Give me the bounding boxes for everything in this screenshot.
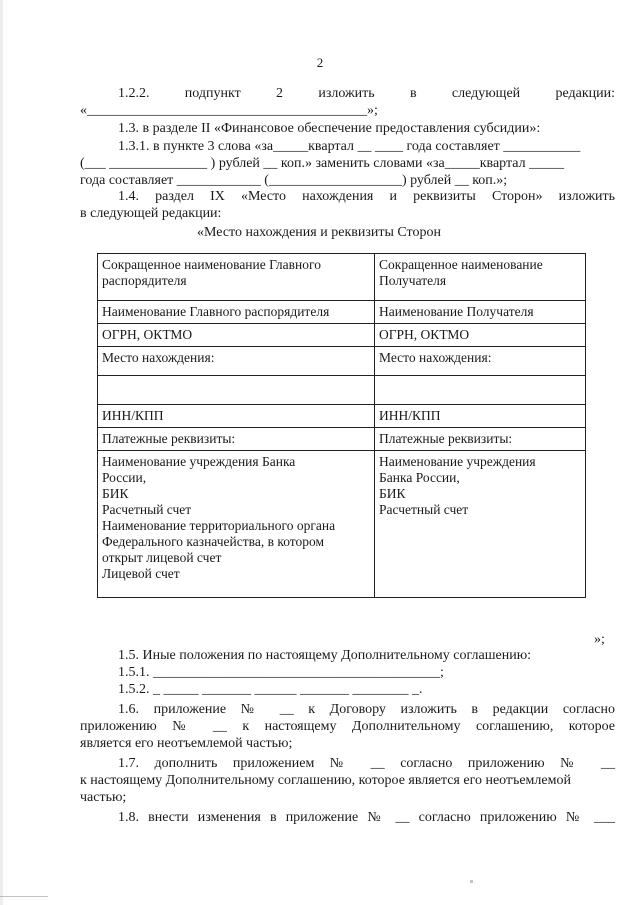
- table-cell: [98, 376, 375, 405]
- table-row: [98, 376, 586, 405]
- paragraph-1-7-line1: 1.7. дополнить приложением № __ согласно приложению № __: [118, 756, 615, 771]
- scan-mark: [470, 880, 473, 883]
- table-row: [98, 254, 586, 301]
- requisites-table: [97, 253, 586, 598]
- table-cell: ИНН/КПП: [98, 405, 375, 428]
- paragraph-1-6-line2: приложению № __ к настоящему Дополнительному соглашению, которое: [80, 719, 615, 734]
- paragraph-1-5-1: 1.5.1. _________________________________________;: [118, 665, 444, 680]
- paragraph-1-3-1-line3: года составляет ____________ (___________________) рублей __ коп.»;: [80, 173, 508, 188]
- paragraph-1-5: 1.5. Иные положения по настоящему Дополнительному соглашению:: [118, 648, 532, 663]
- table-cell: Место нахождения:: [375, 347, 586, 376]
- paragraph-1-4-line2: в следующей редакции:: [80, 206, 222, 221]
- bank-line: Наименование учреждения: [379, 454, 536, 469]
- bank-line: Наименование учреждения Банка: [102, 454, 296, 469]
- table-row: [98, 405, 586, 428]
- table-cell: Платежные реквизиты:: [375, 428, 586, 451]
- paragraph-1-3-1-line1: 1.3.1. в пункте 3 слова «за_____квартал __ ____ года составляет ___________: [118, 139, 581, 154]
- bank-details-left: [98, 451, 375, 598]
- bank-details-right: [375, 451, 586, 598]
- paragraph-1-8: 1.8. внести изменения в приложение № __ согласно приложению № ___: [118, 810, 615, 825]
- bank-line: Расчетный счет: [102, 502, 192, 517]
- bank-line: Наименование территориального органа: [102, 518, 336, 533]
- table-cell: Сокращенное наименование Главного распорядителя: [98, 254, 375, 301]
- table-heading: «Место нахождения и реквизиты Сторон: [197, 225, 441, 240]
- table-row: [98, 347, 586, 376]
- table-row: [98, 451, 586, 598]
- paragraph-1-7-line2: к настоящему Дополнительному соглашению, которое является его неотъемлемой: [80, 773, 571, 788]
- table-cell: Наименование Главного распорядителя: [98, 301, 375, 324]
- bank-line: России,: [102, 470, 147, 485]
- scan-mark: [0, 896, 48, 897]
- table-cell: Платежные реквизиты:: [98, 428, 375, 451]
- bank-line: БИК: [379, 486, 406, 501]
- paragraph-1-6-line1: 1.6. приложение № __ к Договору изложить в редакции согласно: [118, 702, 615, 717]
- table-cell: Место нахождения:: [98, 347, 375, 376]
- bank-line: БИК: [102, 486, 129, 501]
- table-row: [98, 428, 586, 451]
- scan-edge: [0, 0, 3, 905]
- bank-line: Банка России,: [379, 470, 460, 485]
- bank-line: Федерального казначейства, в котором: [102, 534, 325, 549]
- paragraph-1-2-2: 1.2.2. подпункт 2 изложить в следующей редакции:: [118, 86, 615, 101]
- paragraph-1-3: 1.3. в разделе II «Финансовое обеспечение предоставления субсидии»:: [118, 121, 541, 136]
- page-number: 2: [316, 55, 324, 70]
- paragraph-1-6-line3: является его неотъемлемой частью;: [80, 736, 293, 751]
- bank-line: Расчетный счет: [379, 502, 469, 517]
- table-cell: [375, 376, 586, 405]
- paragraph-1-3-1-line2: (___ ______________ ) рублей __ коп.» заменить словами «за_____квартал _____: [80, 156, 565, 171]
- paragraph-1-4-line1: 1.4. раздел IX «Место нахождения и реквизиты Сторон» изложить: [118, 189, 615, 204]
- table-row: [98, 324, 586, 347]
- table-row: [98, 301, 586, 324]
- table-cell: Наименование Получателя: [375, 301, 586, 324]
- paragraph-1-7-line3: частью;: [80, 790, 127, 805]
- table-cell: Сокращенное наименование Получателя: [375, 254, 586, 301]
- paragraph-1-2-2-blank: «________________________________________»;: [80, 103, 378, 118]
- table-cell: ОГРН, ОКТМО: [98, 324, 375, 347]
- table-cell: ОГРН, ОКТМО: [375, 324, 586, 347]
- table-close-quote: »;: [594, 632, 605, 647]
- table-cell: ИНН/КПП: [375, 405, 586, 428]
- bank-line: Лицевой счет: [102, 566, 180, 581]
- bank-line: открыт лицевой счет: [102, 550, 222, 565]
- paragraph-1-5-2: 1.5.2. _ _____ _______ ______ _______ ________ _.: [118, 682, 423, 697]
